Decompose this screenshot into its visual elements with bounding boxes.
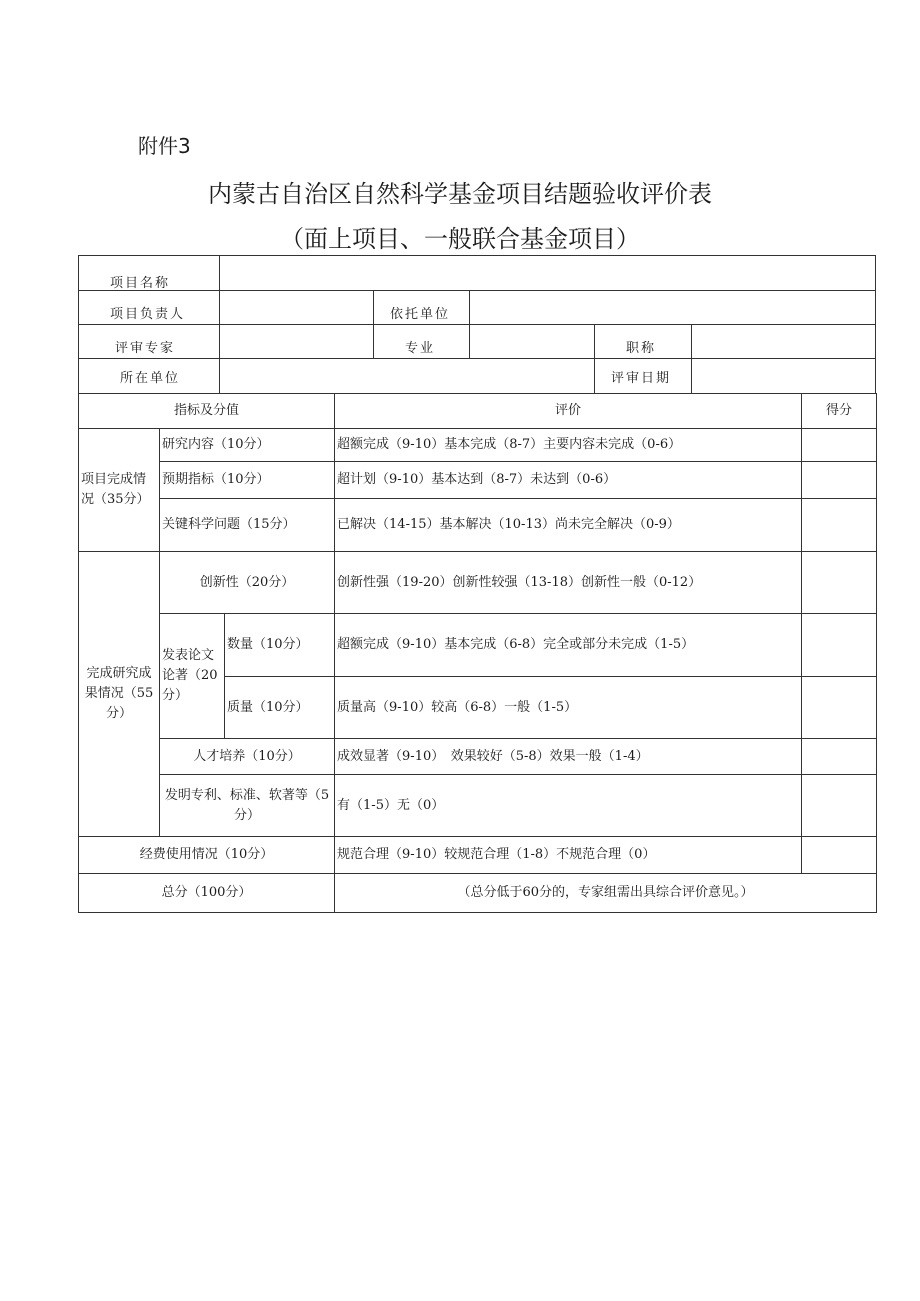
item-eval: 有（1-5）无（0） [335, 775, 802, 837]
papers-label: 发表论文论著（20分） [160, 614, 225, 739]
item-label: 质量（10分） [225, 677, 335, 739]
grid-line [78, 324, 876, 325]
table-row [79, 614, 877, 677]
grid-line [469, 290, 470, 324]
host-unit-label: 依托单位 [390, 307, 451, 322]
score-cell[interactable] [802, 552, 877, 614]
item-eval: 规范合理（9-10）较规范合理（1-8）不规范合理（0） [335, 837, 802, 874]
item-label: 数量（10分） [225, 614, 335, 677]
table-row [79, 775, 877, 837]
grid-line [78, 255, 79, 394]
project-name-label: 项目名称 [110, 276, 171, 291]
item-eval: 已解决（14-15）基本解决（10-13）尚未完全解决（0-9） [335, 499, 802, 552]
leader-label: 项目负责人 [110, 307, 186, 322]
score-cell[interactable] [802, 614, 877, 677]
grid-line [219, 255, 220, 394]
table-row [79, 429, 877, 462]
grid-line [78, 255, 876, 256]
review-date-label: 评审日期 [611, 371, 672, 386]
group-completion-label: 项目完成情况（35分） [79, 429, 160, 552]
form-title: 内蒙古自治区自然科学基金项目结题验收评价表 [208, 180, 712, 208]
score-cell[interactable] [802, 837, 877, 874]
item-label: 预期指标（10分） [160, 462, 335, 499]
item-label: 人才培养（10分） [160, 739, 335, 775]
score-cell[interactable] [802, 739, 877, 775]
grid-line [691, 324, 692, 394]
table-row [79, 874, 877, 913]
score-cell[interactable] [802, 462, 877, 499]
grid-line [78, 358, 876, 359]
grid-line [373, 290, 374, 324]
table-header-row [79, 394, 877, 429]
grid-line [373, 324, 374, 358]
score-header: 得分 [802, 394, 877, 429]
major-label: 专业 [405, 341, 436, 356]
item-eval: 质量高（9-10）较高（6-8）一般（1-5） [335, 677, 802, 739]
evaluation-table [78, 393, 877, 913]
score-cell[interactable] [802, 429, 877, 462]
table-row [79, 739, 877, 775]
item-label: 经费使用情况（10分） [79, 837, 335, 874]
score-cell[interactable] [802, 775, 877, 837]
grid-line [469, 324, 470, 358]
table-row [79, 499, 877, 552]
expert-label: 评审专家 [115, 341, 176, 356]
group-results-label: 完成研究成果情况（55分） [79, 552, 160, 837]
item-eval: 成效显著（9-10） 效果较好（5-8）效果一般（1-4） [335, 739, 802, 775]
item-eval: 超额完成（9-10）基本完成（6-8）完全或部分未完成（1-5） [335, 614, 802, 677]
grid-line [78, 290, 876, 291]
grid-line [594, 324, 595, 394]
table-row [79, 462, 877, 499]
affiliation-label: 所在单位 [120, 371, 181, 386]
table-row [79, 837, 877, 874]
score-cell[interactable] [802, 677, 877, 739]
item-eval: 超计划（9-10）基本达到（8-7）未达到（0-6） [335, 462, 802, 499]
info-header-grid [78, 255, 876, 394]
item-label: 关键科学问题（15分） [160, 499, 335, 552]
total-note: （总分低于60分的，专家组需出具综合评价意见。） [335, 874, 877, 913]
grid-line [875, 255, 876, 394]
item-eval: 创新性强（19-20）创新性较强（13-18）创新性一般（0-12） [335, 552, 802, 614]
item-label: 研究内容（10分） [160, 429, 335, 462]
total-label: 总分（100分） [79, 874, 335, 913]
item-label: 发明专利、标准、软著等（5分） [160, 775, 335, 837]
item-label: 创新性（20分） [160, 552, 335, 614]
form-subtitle: （面上项目、一般联合基金项目） [280, 225, 640, 253]
table-row [79, 552, 877, 614]
item-eval: 超额完成（9-10）基本完成（8-7）主要内容未完成（0-6） [335, 429, 802, 462]
index-header: 指标及分值 [79, 394, 335, 429]
job-title-label: 职称 [626, 341, 657, 356]
score-cell[interactable] [802, 499, 877, 552]
attachment-label: 附件3 [138, 134, 191, 158]
eval-header: 评价 [335, 394, 802, 429]
